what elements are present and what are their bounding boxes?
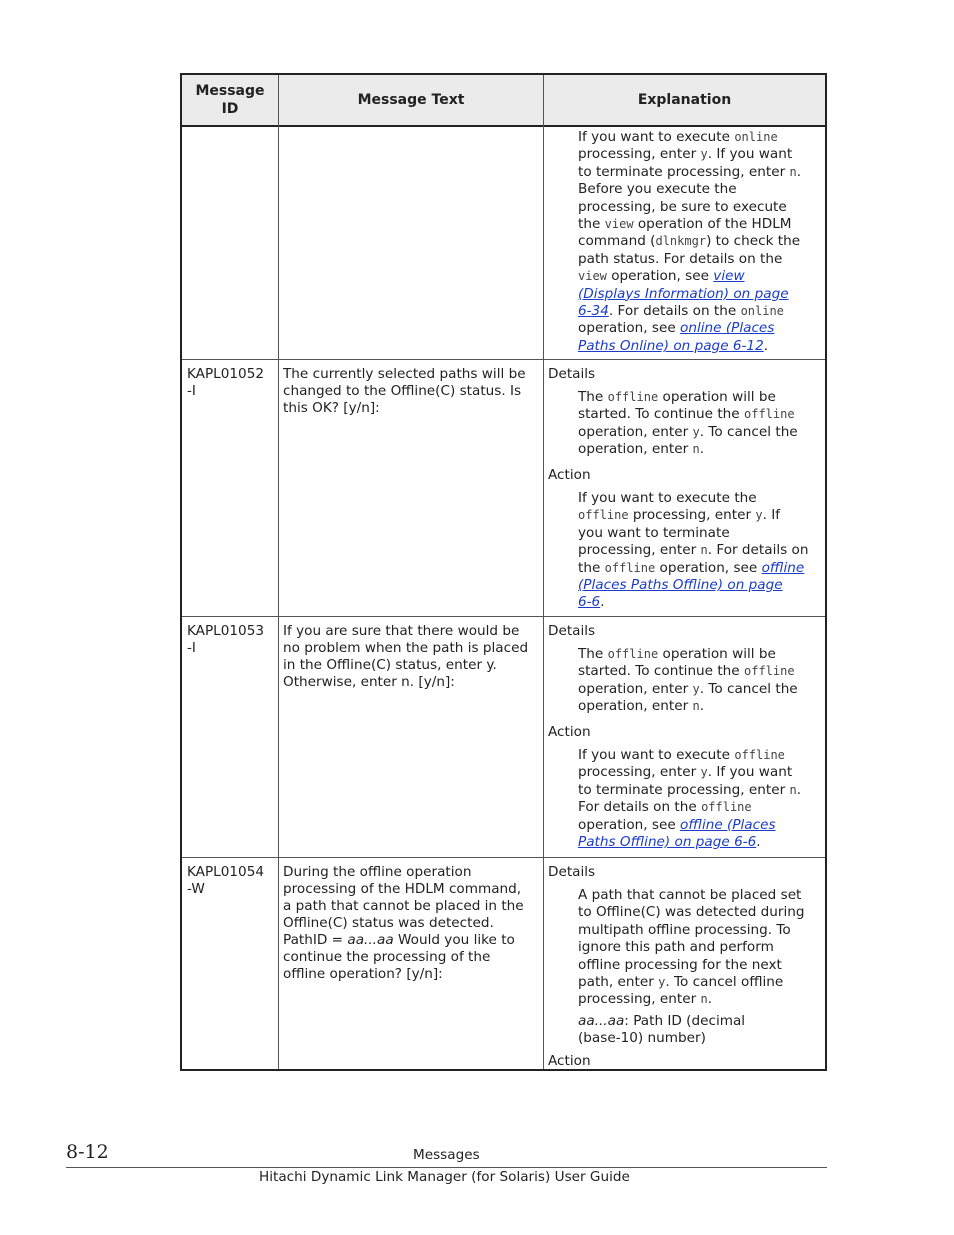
text-line: to terminate processing, enter n.: [578, 163, 802, 180]
text-line: If you want to execute the: [578, 490, 757, 506]
text-line: The offline operation will be: [578, 389, 776, 405]
details-label: Details: [548, 623, 596, 639]
code-term: dlnkmgr: [655, 234, 707, 249]
text-line: path status. For details on the: [578, 250, 783, 267]
text-line: operation, enter n.: [578, 698, 705, 715]
text-line: no problem when the path is placed: [283, 640, 529, 656]
text-line: continue the processing of the: [283, 949, 491, 965]
column-divider: [543, 75, 544, 1069]
details-label: Details: [548, 366, 596, 382]
text-line: For details on the offline: [578, 799, 752, 816]
text-line: operation, see online (Places: [578, 320, 775, 337]
text-line: [578, 577, 823, 594]
text-line: in the Offline(C) status, enter y.: [283, 657, 497, 673]
text-line: A path that cannot be placed set: [578, 887, 802, 903]
text-line: operation, enter n.: [578, 441, 705, 458]
text-line: KAPL01054: [187, 864, 264, 880]
text-line: offline operation? [y/n]:: [283, 966, 443, 982]
continuation-explanation: [578, 129, 823, 355]
text-line: Otherwise, enter n. [y/n]:: [283, 674, 455, 690]
code-term: view: [578, 269, 607, 284]
code-term: offline: [744, 664, 795, 679]
text-line: command (dlnkmgr) to check the: [578, 233, 801, 250]
text-line: -W: [187, 881, 205, 897]
text-line: If you want to execute offline: [578, 747, 785, 763]
row-divider: [182, 359, 825, 360]
message-text: [283, 623, 541, 691]
code-term: n: [789, 164, 797, 179]
text-line: KAPL01052: [187, 366, 264, 382]
code-term: online: [734, 130, 778, 144]
text-line: processing, enter n.: [578, 991, 713, 1008]
text-line: 6-34. For details on the online: [578, 303, 784, 320]
text-line: During the offline operation: [283, 864, 472, 880]
text-line: aa...aa: Path ID (decimal: [578, 1013, 746, 1029]
footer-section-title: Messages: [413, 1147, 480, 1163]
text-line: KAPL01053: [187, 623, 264, 639]
details-label: Details: [548, 864, 596, 880]
text-line: (base-10) number): [578, 1030, 706, 1047]
code-term: offline: [604, 560, 656, 575]
text-line: processing, enter y. If you want: [578, 146, 793, 163]
text-line: to Offline(C) was detected during: [578, 904, 805, 921]
header-explanation: Explanation: [637, 92, 732, 108]
text-line: -I: [187, 383, 196, 399]
text-line: offline processing, enter y. If: [578, 507, 781, 524]
column-divider: [278, 75, 279, 1069]
code-term: online: [740, 304, 784, 319]
cross-reference-link[interactable]: Paths Offline) on page 6-6: [578, 834, 757, 851]
text-line: to terminate processing, enter n.: [578, 781, 802, 798]
cross-reference-link[interactable]: Paths Online) on page 6-12: [578, 337, 764, 354]
text-line: ignore this path and perform: [578, 939, 774, 956]
row-divider: [182, 857, 825, 858]
code-term: offline: [744, 407, 795, 422]
message-text: [283, 864, 541, 983]
code-term: offline: [607, 647, 659, 661]
code-term: n: [700, 543, 708, 558]
code-term: n: [692, 442, 700, 457]
text-line: changed to the Offline(C) status. Is: [283, 383, 522, 399]
code-term: offline: [607, 390, 659, 404]
code-term: offline: [734, 748, 785, 762]
cross-reference-link[interactable]: 6-6: [578, 594, 601, 611]
cross-reference-link[interactable]: view: [713, 268, 745, 285]
code-term: offline: [578, 508, 629, 523]
text-line: 6-6.: [578, 594, 605, 611]
action-text: [578, 747, 823, 851]
text-line: the offline operation, see offline: [578, 559, 805, 576]
code-term: y: [755, 508, 763, 523]
action-label: Action: [548, 1053, 591, 1069]
text-line: started. To continue the offline: [578, 406, 795, 423]
footer-divider: [66, 1167, 827, 1168]
code-term: y: [692, 681, 700, 696]
code-term: offline: [701, 800, 752, 815]
cross-reference-link[interactable]: online (Places: [680, 320, 775, 337]
details-extra-text: [578, 1013, 823, 1048]
code-term: n: [789, 782, 797, 797]
text-line: processing, be sure to execute: [578, 198, 787, 215]
text-line: operation, enter y. To cancel the: [578, 680, 798, 697]
text-line: The offline operation will be: [578, 646, 776, 662]
details-text: [578, 646, 823, 716]
action-label: Action: [548, 724, 591, 740]
code-term: view: [604, 217, 634, 232]
text-line: The currently selected paths will be: [283, 366, 526, 382]
code-term: n: [700, 992, 708, 1007]
text-line: If you are sure that there would be: [283, 623, 520, 639]
text-line: processing of the HDLM command,: [283, 881, 522, 897]
text-line: view operation, see view: [578, 268, 745, 285]
text-line: Offline(C) status was detected.: [283, 915, 494, 931]
text-line: Paths Online) on page 6-12.: [578, 337, 769, 354]
text-line: started. To continue the offline: [578, 663, 795, 680]
footer-guide-title: Hitachi Dynamic Link Manager (for Solaris) User Guide: [259, 1169, 630, 1185]
text-line: processing, enter y. If you want: [578, 764, 793, 781]
message-id: [187, 864, 264, 898]
message-text: [283, 366, 541, 417]
text-line: processing, enter n. For details on: [578, 542, 809, 559]
text-line: Before you execute the: [578, 181, 737, 198]
cross-reference-link[interactable]: 6-34: [578, 303, 609, 320]
text-line: path, enter y. To cancel offline: [578, 974, 784, 991]
text-line: Paths Offline) on page 6-6.: [578, 834, 761, 851]
text-line: this OK? [y/n]:: [283, 400, 380, 416]
italic-term: aa...aa: [578, 1013, 625, 1029]
code-term: y: [700, 765, 708, 780]
details-text: [578, 887, 823, 1009]
code-term: y: [658, 975, 666, 990]
cross-reference-link[interactable]: offline (Places: [680, 816, 776, 833]
text-line: operation, enter y. To cancel the: [578, 423, 798, 440]
italic-term: aa...aa: [347, 932, 394, 948]
text-line: multipath offline processing. To: [578, 921, 791, 938]
action-text: [578, 490, 823, 612]
details-text: [578, 389, 823, 459]
cross-reference-link[interactable]: offline: [761, 559, 805, 576]
action-label: Action: [548, 467, 591, 483]
message-id: [187, 623, 264, 657]
text-line: offline processing for the next: [578, 956, 782, 973]
messages-table: [180, 73, 827, 1071]
page-number: 8-12: [66, 1141, 109, 1163]
header-message-id: Message ID: [195, 83, 265, 117]
text-line: [578, 286, 823, 303]
text-line: If you want to execute online: [578, 129, 778, 145]
header-message-text: Message Text: [357, 92, 465, 108]
message-id: [187, 366, 264, 400]
code-term: y: [692, 424, 700, 439]
code-term: y: [700, 147, 708, 162]
cross-reference-link[interactable]: (Displays Information) on page: [578, 285, 789, 302]
text-line: -I: [187, 640, 196, 656]
text-line: operation, see offline (Places: [578, 816, 776, 833]
text-line: the view operation of the HDLM: [578, 216, 792, 233]
cross-reference-link[interactable]: (Places Paths Offline) on page: [578, 577, 783, 594]
row-divider: [182, 616, 825, 617]
text-line: PathID = aa...aa Would you like to: [283, 932, 515, 948]
text-line: you want to terminate: [578, 524, 730, 541]
code-term: n: [692, 699, 700, 714]
text-line: a path that cannot be placed in the: [283, 898, 524, 914]
